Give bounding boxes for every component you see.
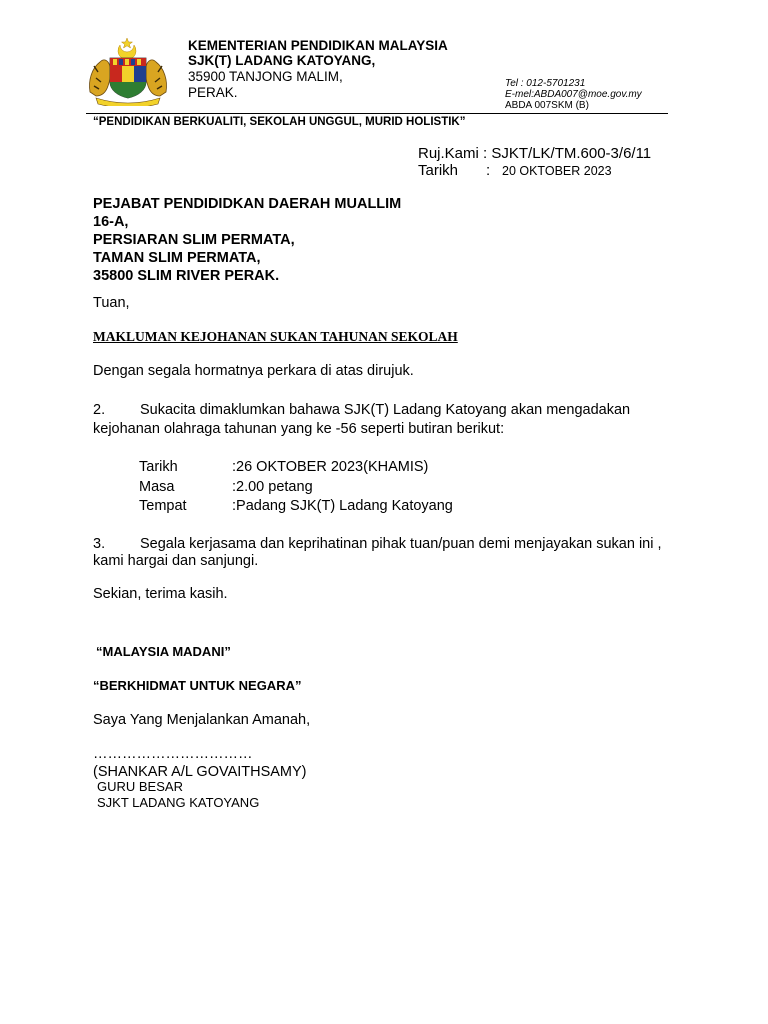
letter-subject: MAKLUMAN KEJOHANAN SUKAN TAHUNAN SEKOLAH [93,329,458,344]
slogan-malaysia-madani: “MALAYSIA MADANI” [96,644,231,659]
signatory-title: GURU BESAR [97,779,183,794]
signature-line: …………………………… [93,746,253,762]
event-details [139,458,453,517]
paragraph-2-line1: Sukacita dimaklumkan bahawa SJK(T) Ladang Katoyang akan mengadakan [140,402,631,418]
paragraph-3-number: 3. [93,536,106,552]
signatory-school: SJKT LADANG KATOYANG [97,795,260,810]
event-detail-row [139,478,453,498]
closing-remark: Sekian, terima kasih. [93,586,228,602]
signature-intro: Saya Yang Menjalankan Amanah, [93,712,311,728]
salutation: Tuan, [93,295,130,311]
recipient-line: 16-A, [93,214,129,230]
school-address-line1: 35900 TANJONG MALIM, [188,69,343,84]
paragraph-3-line2: kami hargai dan sanjungi. [93,553,259,569]
school-telephone: Tel : 012-5701231 [505,78,586,89]
detail-label: Tarikh [139,459,178,475]
date-colon: : [486,162,491,179]
school-name: SJK(T) LADANG KATOYANG, [188,53,376,68]
ministry-name: KEMENTERIAN PENDIDIKAN MALAYSIA [188,38,448,53]
recipient-line: PEJABAT PENDIDIDKAN DAERAH MUALLIM [93,196,402,212]
date-value: 20 OKTOBER 2023 [502,164,612,178]
recipient-line: PERSIARAN SLIM PERMATA, [93,232,295,248]
paragraph-3-line1: Segala kerjasama dan keprihatinan pihak tuan/puan demi menjayakan sukan ini , [140,536,662,552]
detail-value: :Padang SJK(T) Ladang Katoyang [232,498,453,514]
recipient-line: 35800 SLIM RIVER PERAK. [93,268,280,284]
header-divider [86,113,668,114]
detail-value: :2.00 petang [232,478,313,495]
signatory-name: (SHANKAR A/L GOVAITHSAMY) [93,764,307,780]
date-label: Tarikh [418,162,459,179]
school-email: E-mel:ABDA007@moe.gov.my [505,89,642,100]
paragraph-1: Dengan segala hormatnya perkara di atas dirujuk. [93,363,414,379]
detail-label: Tempat [139,498,187,514]
school-motto: “PENDIDIKAN BERKUALITI, SEKOLAH UNGGUL, MURID HOLISTIK” [93,116,466,128]
slogan-berkhidmat: “BERKHIDMAT UNTUK NEGARA” [93,678,302,693]
recipient-line: TAMAN SLIM PERMATA, [93,250,261,266]
detail-value: :26 OKTOBER 2023(KHAMIS) [232,459,429,475]
paragraph-2-line2: kejohanan olahraga tahunan yang ke -56 seperti butiran berikut: [93,421,505,437]
event-detail-row [139,497,453,517]
school-address-line2: PERAK. [188,85,238,100]
reference-number: Ruj.Kami : SJKT/LK/TM.600-3/6/11 [418,145,652,162]
paragraph-2-number: 2. [93,402,106,418]
recipient-address [93,195,401,285]
school-code: ABDA 007SKM (B) [505,100,589,111]
detail-label: Masa [139,478,175,495]
event-detail-row [139,458,453,478]
malaysia-coat-of-arms-icon [86,36,170,106]
